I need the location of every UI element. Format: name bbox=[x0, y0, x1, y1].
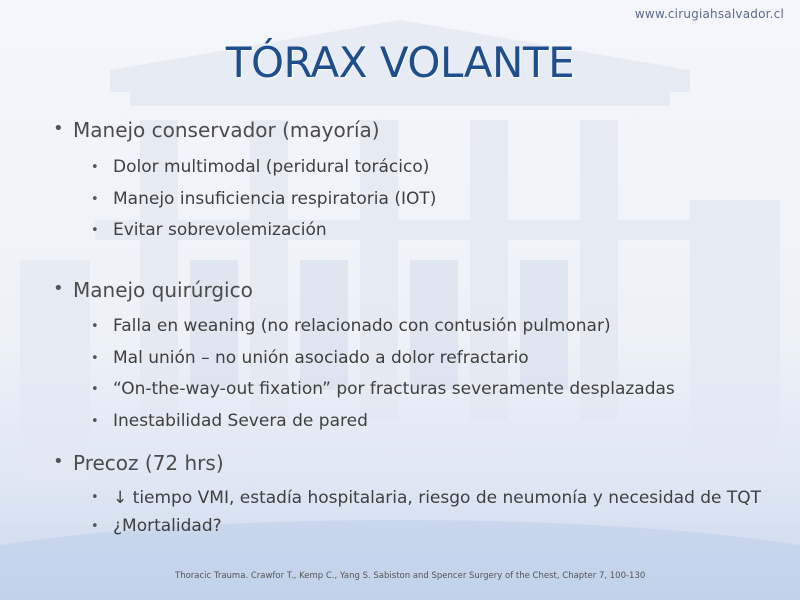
list-item: • Mal unión – no unión asociado a dolor refractario bbox=[91, 347, 529, 368]
bullet-heading: Manejo conservador (mayoría) bbox=[73, 118, 380, 142]
sub-list-conservador bbox=[91, 152, 771, 247]
bullet-heading: Precoz (72 hrs) bbox=[73, 451, 224, 475]
sub-list-quirurgico bbox=[91, 311, 771, 437]
bullet-manejo-quirurgico bbox=[53, 278, 253, 302]
bullet-manejo-conservador bbox=[53, 118, 380, 142]
list-item: • Evitar sobrevolemización bbox=[91, 220, 327, 240]
site-url[interactable]: www.cirugiahsalvador.cl bbox=[634, 7, 784, 21]
list-item: • Falla en weaning (no relacionado con contusión pulmonar) bbox=[91, 316, 611, 336]
citation: Thoracic Trauma. Crawfor T., Kemp C., Yang S. Sabiston and Spencer Surgery of the Chest, Chapter 7, 100-130 bbox=[175, 571, 646, 581]
list-item: • Dolor multimodal (peridural torácico) bbox=[91, 157, 430, 177]
slide-title: TÓRAX VOLANTE bbox=[225, 38, 575, 87]
list-item: • ¿Mortalidad? bbox=[91, 516, 222, 536]
list-item: • Inestabilidad Severa de pared bbox=[91, 410, 368, 431]
bullet-precoz bbox=[53, 451, 224, 475]
bullet-glyph: • bbox=[53, 451, 64, 472]
sub-list-precoz bbox=[91, 485, 771, 543]
bullet-glyph: • bbox=[53, 278, 64, 299]
list-item: • ↓ tiempo VMI, estadía hospitalaria, riesgo de neumonía y necesidad de TQT bbox=[91, 488, 762, 508]
bullet-glyph: • bbox=[53, 118, 64, 139]
list-item: • “On-the-way-out fixation” por fracturas severamente desplazadas bbox=[91, 379, 675, 399]
bullet-heading: Manejo quirúrgico bbox=[73, 278, 253, 302]
list-item: • Manejo insuficiencia respiratoria (IOT) bbox=[91, 188, 437, 209]
